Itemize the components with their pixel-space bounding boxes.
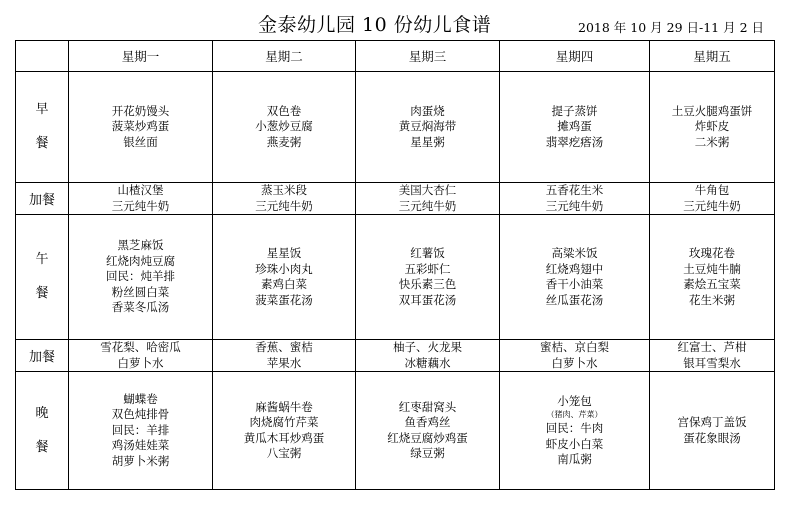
dish: 三元纯牛奶 (111, 198, 170, 213)
dish: 土豆炖牛腩 (683, 261, 741, 276)
dish: 花生米粥 (689, 292, 735, 307)
table-row (16, 372, 775, 490)
day-header: 星期一 (69, 41, 213, 72)
dish: 提子蒸饼 (551, 103, 598, 118)
table-row (16, 215, 775, 340)
menu-cell (69, 340, 213, 372)
table-row (16, 72, 775, 183)
dish: 玫瑰花卷 (689, 246, 735, 260)
menu-cell (213, 215, 356, 340)
dish: 小笼包 (557, 393, 592, 408)
dish: 双耳蛋花汤 (398, 292, 457, 307)
dish: 三元纯牛奶 (545, 198, 604, 213)
menu-cell (213, 372, 356, 490)
dish: 三元纯牛奶 (398, 198, 457, 213)
dish: 黄豆焖海带 (398, 119, 457, 134)
dish: 菠菜蛋花汤 (255, 292, 313, 307)
table-row (16, 183, 775, 215)
day-header: 星期四 (500, 41, 650, 72)
dish: 鸡汤娃娃菜 (111, 438, 170, 453)
dish: 白萝卜水 (117, 355, 164, 370)
dish: 山楂汉堡 (117, 183, 164, 197)
dish: 南瓜粥 (557, 452, 592, 466)
meal-label (16, 372, 69, 490)
corner-cell (16, 41, 69, 72)
dish: 美国大杏仁 (398, 183, 457, 197)
dish: 回民：羊排 (111, 422, 170, 437)
meal-char: 餐 (35, 286, 49, 301)
dish: 粉丝圆白菜 (111, 284, 170, 299)
dish: 二米粥 (694, 134, 730, 149)
dish: 蝴蝶卷 (123, 391, 158, 406)
menu-cell (69, 372, 213, 490)
meal-char: 餐 (35, 136, 49, 151)
dish: 五香花生米 (545, 183, 604, 197)
dish: 菠菜炒鸡蛋 (111, 119, 170, 134)
dish: 土豆火腿鸡蛋饼 (671, 103, 753, 118)
dish: 香菜冬瓜汤 (111, 300, 170, 315)
dish: 红薯饭 (410, 246, 445, 260)
dish: 五彩虾仁 (404, 261, 451, 276)
menu-cell (213, 72, 356, 183)
menu-cell (356, 215, 500, 340)
dish: 红烧鸡翅中 (545, 261, 604, 276)
dish: 星星饭 (266, 246, 302, 260)
dish: 肉蛋烧 (410, 103, 445, 118)
menu-cell (650, 372, 775, 490)
dish: 麻酱蜗牛卷 (255, 399, 313, 414)
menu-cell (500, 215, 650, 340)
dish: 星星粥 (410, 134, 445, 149)
menu-cell (650, 183, 775, 215)
dish: 珍珠小肉丸 (255, 261, 313, 276)
menu-cell (356, 372, 500, 490)
dish-note: （猪肉、芹菜） (546, 410, 603, 419)
day-header: 星期二 (213, 41, 356, 72)
meal-char: 晚 (35, 405, 49, 421)
meal-label: 加餐 (16, 183, 69, 215)
dish: 红富士、芦柑 (677, 340, 747, 354)
dish: 冰糖藕水 (404, 355, 451, 370)
menu-cell (500, 340, 650, 372)
page-title: 金泰幼儿园 10 份幼儿食谱 (258, 14, 492, 36)
dish: 绿豆粥 (410, 446, 445, 460)
dish: 燕麦粥 (266, 134, 302, 149)
dish: 蜜桔、京白梨 (540, 340, 609, 354)
dish: 牛角包 (694, 183, 730, 197)
dish: 香蕉、蜜桔 (255, 340, 313, 354)
dish: 双色卷 (266, 103, 302, 118)
dish: 虾皮小白菜 (545, 436, 604, 451)
dish: 三元纯牛奶 (683, 198, 741, 213)
menu-cell (356, 183, 500, 215)
menu-cell (356, 72, 500, 183)
dish: 白萝卜水 (551, 355, 598, 370)
dish: 开花奶馒头 (111, 103, 170, 118)
dish: 高粱米饭 (551, 246, 598, 260)
dish: 红烧肉炖豆腐 (106, 253, 175, 268)
dish: 八宝粥 (266, 446, 302, 460)
table-row (16, 340, 775, 372)
dish: 小葱炒豆腐 (255, 119, 313, 134)
dish: 银丝面 (123, 134, 158, 149)
dish: 丝瓜蛋花汤 (545, 292, 604, 307)
meal-label (16, 72, 69, 183)
dish: 炸虾皮 (694, 119, 730, 134)
dish: 三元纯牛奶 (255, 198, 313, 213)
dish: 苹果水 (266, 355, 302, 370)
header-row (16, 41, 775, 72)
menu-cell (213, 183, 356, 215)
meal-char: 早 (35, 102, 49, 117)
menu-cell (500, 372, 650, 490)
meal-label (16, 215, 69, 340)
day-header: 星期五 (650, 41, 775, 72)
dish: 蛋花象眼汤 (683, 430, 741, 445)
menu-cell (500, 183, 650, 215)
meal-char: 餐 (35, 439, 49, 455)
meal-char: 午 (35, 252, 49, 267)
dish: 回民：炖羊排 (106, 269, 175, 284)
dish: 雪花梨、哈密瓜 (100, 340, 181, 354)
dish: 柚子、火龙果 (393, 340, 462, 354)
menu-cell (69, 183, 213, 215)
dish: 翡翠疙瘩汤 (545, 134, 604, 149)
menu-cell (650, 72, 775, 183)
dish: 红烧豆腐炒鸡蛋 (387, 430, 468, 445)
dish: 银耳雪梨水 (683, 355, 741, 370)
dish: 肉烧腐竹芹菜 (249, 415, 319, 429)
dish: 素烩五宝菜 (683, 277, 741, 291)
day-header: 星期三 (356, 41, 500, 72)
dish: 双色炖排骨 (111, 407, 170, 422)
dish: 素鸡白菜 (261, 277, 307, 291)
menu-cell (69, 215, 213, 340)
menu-cell (356, 340, 500, 372)
menu-table (15, 40, 775, 490)
meal-label: 加餐 (16, 340, 69, 372)
dish: 红枣甜窝头 (398, 399, 457, 414)
menu-cell (69, 72, 213, 183)
menu-cell (650, 215, 775, 340)
dish: 香干小油菜 (545, 277, 604, 291)
menu-cell (500, 72, 650, 183)
dish: 蒸玉米段 (261, 183, 307, 197)
menu-cell (213, 340, 356, 372)
dish: 胡萝卜米粥 (111, 453, 170, 468)
date-range: 2018 年 10 月 29 日-11 月 2 日 (578, 20, 764, 35)
dish: 回民：牛肉 (545, 421, 604, 435)
dish: 摊鸡蛋 (557, 119, 592, 134)
dish: 黑芝麻饭 (117, 238, 164, 253)
dish: 快乐素三色 (398, 277, 457, 291)
menu-cell (650, 340, 775, 372)
dish: 鱼香鸡丝 (404, 415, 451, 429)
dish: 黄瓜木耳炒鸡蛋 (243, 430, 325, 445)
dish: 宫保鸡丁盖饭 (677, 415, 747, 429)
